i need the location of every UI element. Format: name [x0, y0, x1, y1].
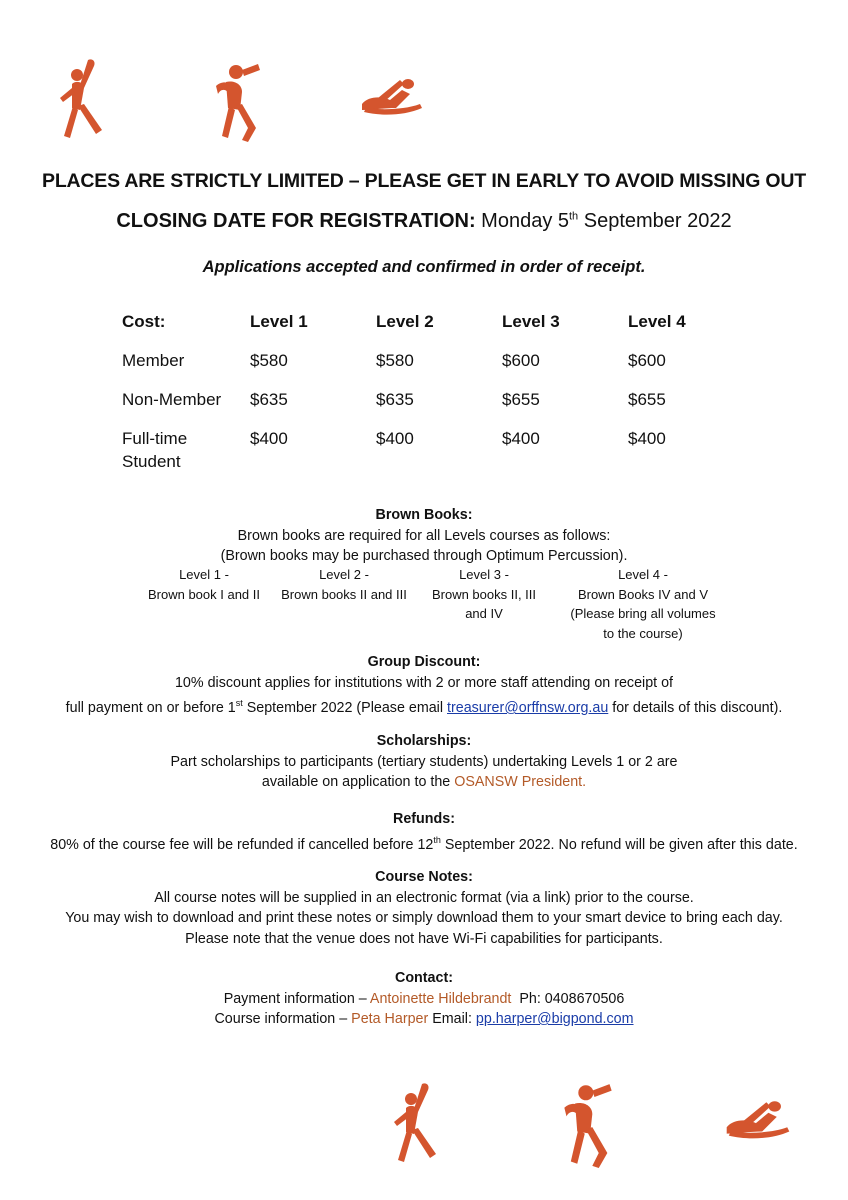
- cost-header-cell: Level 1: [250, 312, 308, 331]
- contact-text: Payment information –: [223, 990, 370, 1007]
- osansw-president-name: OSANSW President.: [454, 774, 587, 790]
- cost-cell: $600: [502, 351, 540, 370]
- brown-books-heading: Brown Books:: [375, 507, 473, 523]
- book-level-label: Level 4 -: [618, 567, 668, 582]
- group-discount-heading: Group Discount:: [367, 654, 481, 670]
- cost-cell: $400: [250, 429, 288, 448]
- brown-books-line: Brown books are required for all Levels courses as follows:: [237, 527, 611, 544]
- cost-cell: $400: [376, 429, 414, 448]
- course-notes-line: Please note that the venue does not have Wi-Fi capabilities for participants.: [185, 930, 663, 947]
- cost-header-cell: Level 3: [502, 312, 560, 331]
- payment-contact-name: Antoinette Hildebrandt: [369, 990, 512, 1007]
- contact-text: Email:: [428, 1011, 476, 1027]
- contact-course-line: [0, 1009, 848, 1030]
- cost-cell: $635: [376, 390, 414, 409]
- confirmation-note: Applications accepted and confirmed in order of receipt.: [202, 258, 646, 276]
- cost-header-cell: Level 4: [628, 312, 686, 331]
- refunds-text: September 2022. No refund will be given after this date.: [440, 836, 798, 853]
- group-discount-line: 10% discount applies for institutions with 2 or more staff attending on receipt of: [174, 674, 674, 691]
- group-discount-text: full payment on or before 1: [65, 699, 236, 716]
- cost-cell: Non-Member: [122, 390, 222, 409]
- refunds-text: 80% of the course fee will be refunded if cancelled before 12: [50, 836, 434, 853]
- book-level-1: [140, 565, 268, 604]
- contact-text: Course information –: [214, 1011, 352, 1027]
- book-level-label: Level 1 -: [179, 567, 229, 582]
- contact-section: [0, 968, 848, 1030]
- book-level-label: Level 2 -: [319, 567, 369, 582]
- closing-date-suffix: th: [569, 210, 579, 223]
- trumpet-player-figure-icon: [212, 62, 264, 142]
- closing-date: [0, 210, 848, 233]
- scholarships-line: [0, 772, 848, 793]
- course-notes-line: You may wish to download and print these notes or simply download them to your smart device to bring each day.: [65, 910, 783, 926]
- cost-cell: Full-time Student: [122, 429, 188, 471]
- cost-cell: $600: [628, 351, 666, 370]
- course-contact-email-link[interactable]: pp.harper@bigpond.com: [475, 1011, 634, 1027]
- contact-payment-line: [0, 989, 848, 1010]
- cost-cell: $655: [502, 390, 540, 409]
- treasurer-email-link[interactable]: treasurer@orffnsw.org.au: [447, 699, 609, 716]
- refunds-section: [0, 809, 848, 855]
- book-level-books: Brown books II, III and IV: [431, 586, 537, 621]
- cost-cell: Member: [122, 351, 185, 370]
- brown-books-levels: [0, 565, 848, 645]
- course-notes-line: All course notes will be supplied in an electronic format (via a link) prior to the course.: [154, 889, 694, 906]
- reclining-figure-icon: [360, 74, 424, 120]
- group-discount-text: for details of this discount).: [608, 699, 783, 716]
- book-level-4: [566, 565, 720, 643]
- brown-books-section: [0, 505, 848, 567]
- group-discount-text: September 2022 (Please email: [242, 699, 448, 716]
- trumpet-player-figure-icon: [560, 1082, 616, 1168]
- refunds-line: [0, 830, 848, 855]
- cost-header-cell: Level 2: [376, 312, 434, 331]
- book-level-2: [278, 565, 410, 604]
- cost-header-cell: Cost:: [122, 312, 166, 331]
- scholarships-heading: Scholarships:: [376, 733, 472, 749]
- cost-cell: $400: [502, 429, 540, 448]
- group-discount-suffix: st: [235, 698, 243, 708]
- cost-cell: $635: [250, 390, 288, 409]
- scholarships-section: [0, 731, 848, 793]
- course-notes-section: [0, 867, 848, 949]
- closing-date-text: Monday 5: [475, 210, 569, 232]
- cost-cell: $580: [376, 351, 414, 370]
- brown-books-line: (Brown books may be purchased through Optimum Percussion).: [220, 548, 628, 564]
- reclining-figure-icon: [724, 1096, 792, 1144]
- dancing-figure-icon: [58, 58, 110, 140]
- scholarships-line: Part scholarships to participants (tertiary students) undertaking Levels 1 or 2 are: [170, 753, 678, 770]
- book-level-books: Brown books II and III: [281, 586, 407, 602]
- payment-contact-phone: Ph: 0408670506: [511, 990, 625, 1007]
- course-notes-heading: Course Notes:: [375, 869, 473, 885]
- headline: PLACES ARE STRICTLY LIMITED – PLEASE GET IN EARLY TO AVOID MISSING OUT: [42, 170, 806, 192]
- group-discount-section: [0, 652, 848, 718]
- cost-cell: $655: [628, 390, 666, 409]
- contact-heading: Contact:: [395, 970, 453, 986]
- cost-cell: $400: [628, 429, 666, 448]
- closing-date-label: CLOSING DATE FOR REGISTRATION:: [116, 210, 476, 232]
- closing-date-text-end: September 2022: [578, 210, 732, 232]
- group-discount-line: [0, 693, 848, 718]
- dancing-figure-icon: [392, 1078, 444, 1168]
- scholarships-text: available on application to the: [261, 774, 455, 790]
- book-level-label: Level 3 -: [459, 567, 509, 582]
- cost-cell: $580: [250, 351, 288, 370]
- book-level-books: Brown Books IV and V (Please bring all volumes to the course): [570, 586, 716, 641]
- book-level-books: Brown book I and II: [147, 586, 260, 602]
- course-contact-name: Peta Harper: [351, 1011, 429, 1027]
- book-level-3: [428, 565, 540, 624]
- refunds-suffix: th: [433, 834, 441, 845]
- refunds-heading: Refunds:: [393, 811, 455, 827]
